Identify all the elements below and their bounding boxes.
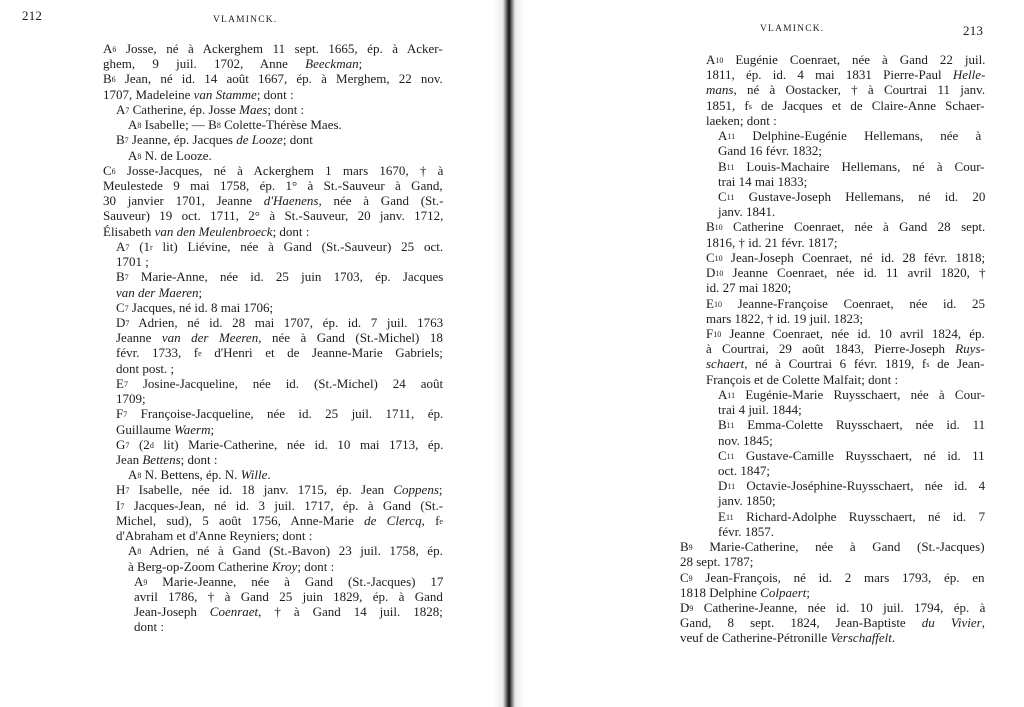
right-page-number: 213 [963,23,984,38]
text-line: B7 Marie-Anne, née id. 25 juin 1703, ép. Jacques [116,269,444,285]
text-line: I7 Jacques-Jean, né id. 3 juil. 1717, ép. à Gand (St.- [116,497,444,513]
text-line: D9 Catherine-Jeanne, née id. 10 juil. 1794, ép. à [680,599,986,615]
text-line: Élisabeth van den Meulenbroeck; dont : [103,223,310,239]
text-line: Gand 16 févr. 1832; [718,143,822,159]
text-line: laeken; dont : [706,112,777,128]
text-line: C11 Gustave-Joseph Hellemans, né id. 20 [718,189,986,204]
right-running-head: VLAMINCK. [760,24,825,34]
text-line: A8 N. Bettens, ép. N. Wille. [128,467,271,483]
text-line: A11 Delphine-Eugénie Hellemans, née à [718,128,982,144]
text-line: C6 Josse-Jacques, né à Ackerghem 1 mars 1670, † à [103,162,444,178]
text-line: Michel, sud), 5 août 1756, Anne-Marie de Clercq, fe [116,512,443,528]
text-line: D10 Jeanne Coenraet, née id. 11 avril 1820, † [706,265,986,281]
text-line: C10 Jean-Joseph Coenraet, né id. 28 févr. 1818; [706,249,986,265]
text-line: 1816, † id. 21 févr. 1817; [706,234,838,250]
text-line: Guillaume Waerm; [116,421,215,437]
text-line: H7 Isabelle, née id. 18 janv. 1715, ép. Jean Coppens; [116,482,443,498]
text-line: 1811, ép. id. 4 mai 1831 Pierre-Paul Helle- [706,67,986,83]
text-line: 28 sept. 1787; [680,554,754,570]
text-line: C7 Jacques, né id. 8 mai 1706; [116,299,274,315]
text-line: févr. 1857. [718,523,774,539]
text-line: A8 Isabelle; — B8 Colette-Thérèse Maes. [128,117,342,133]
text-line: E10 Jeanne-Françoise Coenraet, née id. 25 [706,295,986,311]
text-line: B10 Catherine Coenraet, née à Gand 28 sept. [706,219,986,235]
text-line: 1851, fs de Jacques et de Claire-Anne Schaer- [706,97,985,113]
left-page-number: 212 [22,8,43,23]
text-line: A6 Josse, né à Ackerghem 11 sept. 1665, ép. à Acker- [103,41,443,56]
text-line: Jean-Joseph Coenraet, † à Gand 14 juil. 1828; [134,604,443,620]
text-line: trai 4 juil. 1844; [718,402,802,418]
text-line: D11 Octavie-Joséphine-Ruysschaert, née id. 4 [718,478,986,494]
text-line: Jean Bettens; dont : [116,451,218,467]
text-line: 1701 ; [116,254,149,270]
text-line: E11 Richard-Adolphe Ruysschaert, né id. 7 [718,508,986,524]
text-line: janv. 1841. [718,204,776,220]
text-line: 1818 Delphine Colpaert; [680,584,811,600]
left-page [0,0,508,707]
text-line: A11 Eugénie-Marie Ruysschaert, née à Cour- [718,386,985,402]
text-line: G7 (2d lit) Marie-Catherine, née id. 10 mai 1713, ép. [116,436,444,452]
left-running-head: VLAMINCK. [213,15,278,25]
text-line: D7 Adrien, né id. 28 mai 1707, ép. id. 7 juil. 1763 [116,315,444,330]
text-line: A10 Eugénie Coenraet, née à Gand 22 juil. [706,52,986,67]
text-line: B11 Emma-Colette Ruysschaert, née id. 11 [718,417,986,433]
text-line: A9 Marie-Jeanne, née à Gand (St.-Jacques) 17 [134,573,444,589]
text-line: janv. 1850; [718,493,776,509]
text-line: 1709; [116,391,146,407]
text-line: B9 Marie-Catherine, née à Gand (St.-Jacques) [680,539,985,554]
text-line: veuf de Catherine-Pétronille Verschaffelt. [680,630,896,646]
text-line: schaert, né à Courtrai 6 févr. 1819, fs de Jean- [706,356,985,372]
text-line: mans, né à Oostacker, † à Courtrai 11 janv. [706,82,986,98]
text-line: E7 Josine-Jacqueline, née id. (St.-Michel) 24 août [116,375,444,391]
text-line: à Berg-op-Zoom Catherine Kroy; dont : [128,558,335,574]
text-line: à Courtrai, 29 août 1843, Pierre-Joseph Ruys- [706,341,985,357]
right-page [516,0,1024,707]
text-line: avril 1786, † à Gand 25 juin 1829, ép. à Gand [134,588,443,604]
text-line: B7 Jeanne, ép. Jacques de Looze; dont [116,132,313,148]
text-line: 1707, Madeleine van Stamme; dont : [103,86,294,102]
text-line: Gand, 8 sept. 1824, Jean-Baptiste du Vivier, [680,615,985,631]
text-line: A7 (1r lit) Liévine, née à Gand (St.-Sauveur) 25 oct. [116,238,444,254]
text-line: 30 janvier 1701, Jeanne d'Haenens, née à Gand (St.- [103,193,444,209]
text-line: dont post. ; [116,360,175,376]
text-line: nov. 1845; [718,432,773,448]
text-line: ghem, 9 juil. 1702, Anne Beeckman; [103,56,363,72]
text-line: F7 Françoise-Jacqueline, née id. 25 juil. 1711, ép. [116,406,444,422]
text-line: d'Abraham et d'Anne Reyniers; dont : [116,528,313,543]
text-line: François et de Colette Malfait; dont : [706,371,899,387]
text-line: mars 1822, † id. 19 juil. 1823; [706,310,864,326]
text-line: B6 Jean, né id. 14 août 1667, ép. à Merghem, 22 nov. [103,71,443,87]
text-line: id. 27 mai 1820; [706,280,792,296]
text-line: F10 Jeanne Coenraet, née id. 10 avril 1824, ép. [706,326,985,341]
text-line: C9 Jean-François, né id. 2 mars 1793, ép. en [680,569,985,585]
text-line: trai 14 mai 1833; [718,173,808,189]
text-line: dont : [134,619,164,635]
text-line: Meulestede 9 mai 1758, ép. 1° à St.-Sauveur à Gand, [103,178,443,193]
text-line: oct. 1847; [718,462,770,478]
text-line: van der Maeren; [116,284,203,300]
text-line: C11 Gustave-Camille Ruysschaert, né id. 11 [718,447,985,463]
text-line: B11 Louis-Machaire Hellemans, né à Cour- [718,158,985,174]
text-line: févr. 1733, fe d'Henri et de Jeanne-Marie Gabriels; [116,345,443,361]
text-line: A8 N. de Looze. [128,147,212,163]
text-line: A7 Catherine, ép. Josse Maes; dont : [116,101,305,117]
text-line: Jeanne van der Meeren, née à Gand (St.-Michel) 18 [116,330,443,346]
text-line: A8 Adrien, né à Gand (St.-Bavon) 23 juil. 1758, ép. [128,543,443,559]
text-line: Sauveur) 19 oct. 1711, 2° à St.-Sauveur, 20 janv. 1712, [103,208,444,224]
